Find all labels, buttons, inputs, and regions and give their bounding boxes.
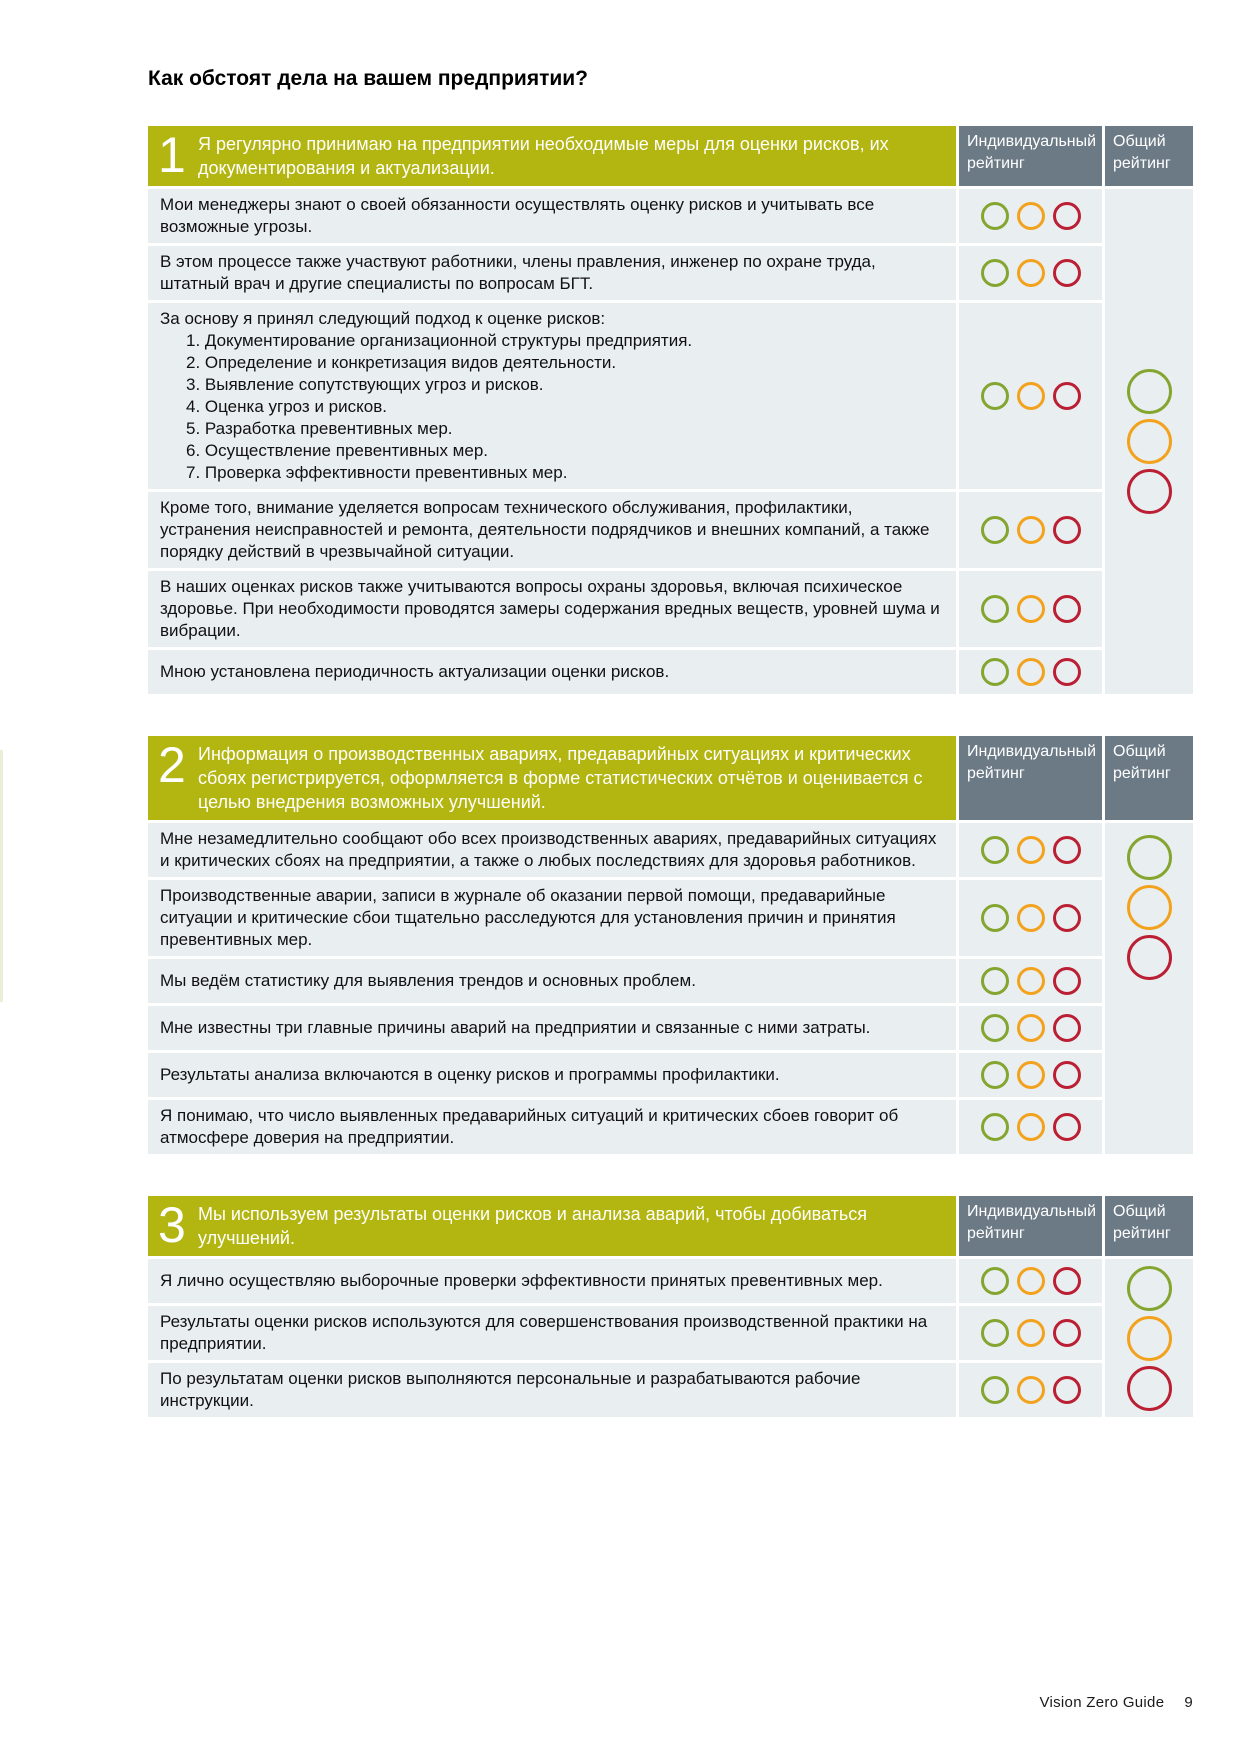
rating-circle-orange	[1017, 1014, 1045, 1042]
statement-text: Я понимаю, что число выявленных предаварийных ситуаций и критических сбоев говорит об атмосфере доверия на предприятии.	[160, 1106, 899, 1147]
statement-cell	[148, 571, 956, 647]
statement-text: Мною установлена периодичность актуализации оценки рисков.	[160, 662, 670, 681]
individual-rating-cell	[959, 189, 1102, 243]
rating-circle-orange	[1017, 836, 1045, 864]
overall-rating-circle-orange	[1127, 1316, 1172, 1361]
overall-rating-circle-orange	[1127, 419, 1172, 464]
section-title: Мы используем результаты оценки рисков и анализа аварий, чтобы добиваться улучшений.	[198, 1204, 868, 1248]
individual-rating-cell	[959, 303, 1102, 489]
section-header	[148, 126, 956, 186]
statement-cell	[148, 189, 956, 243]
statement-text: Производственные аварии, записи в журнале об оказании первой помощи, предаварийные ситуации и критические сбои тщательно расследуются для установления причин и принятия превентивных мер.	[160, 886, 896, 949]
column-header-overall: Общий рейтинг	[1105, 736, 1193, 820]
statement-text: По результатам оценки рисков выполняются персональные и разрабатываются рабочие инструкции.	[160, 1369, 861, 1410]
statement-list-item: 3. Выявление сопутствующих угроз и рисков.	[186, 375, 544, 394]
overall-rating-cell	[1105, 823, 1193, 1154]
statement-text: Мне известны три главные причины аварий на предприятии и связанные с ними затраты.	[160, 1018, 871, 1037]
statement-cell	[148, 959, 956, 1003]
section-2	[148, 736, 1193, 1154]
rating-circle-orange	[1017, 382, 1045, 410]
column-header-overall: Общий рейтинг	[1105, 126, 1193, 186]
rating-circle-orange	[1017, 259, 1045, 287]
statement-cell	[148, 650, 956, 694]
rating-circle-green	[981, 836, 1009, 864]
rating-circle-orange	[1017, 1376, 1045, 1404]
rating-circle-orange	[1017, 1319, 1045, 1347]
overall-rating-circle-red	[1127, 935, 1172, 980]
rating-circle-green	[981, 1376, 1009, 1404]
rating-circle-green	[981, 1113, 1009, 1141]
overall-rating-circle-red	[1127, 1366, 1172, 1411]
rating-circle-red	[1053, 1267, 1081, 1295]
page-edge-strip	[0, 750, 3, 1002]
page-content	[148, 0, 1193, 1417]
page-title: Как обстоят дела на вашем предприятии?	[148, 67, 589, 90]
statement-cell	[148, 1259, 956, 1303]
statement-text: Мои менеджеры знают о своей обязанности осуществлять оценку рисков и учитывать все возможные угрозы.	[160, 195, 875, 236]
statement-list-item: 1. Документирование организационной структуры предприятия.	[186, 331, 693, 350]
rating-circle-green	[981, 967, 1009, 995]
individual-rating-cell	[959, 1006, 1102, 1050]
rating-circle-red	[1053, 658, 1081, 686]
section-number: 1	[158, 127, 186, 183]
rating-circle-orange	[1017, 967, 1045, 995]
rating-circle-red	[1053, 967, 1081, 995]
rating-circle-red	[1053, 1014, 1081, 1042]
rating-circle-orange	[1017, 202, 1045, 230]
rating-circle-orange	[1017, 595, 1045, 623]
statement-cell	[148, 246, 956, 300]
statement-cell	[148, 492, 956, 568]
overall-rating-circle-green	[1127, 369, 1172, 414]
individual-rating-cell	[959, 650, 1102, 694]
individual-rating-cell	[959, 246, 1102, 300]
statement-text: Результаты оценки рисков используются для совершенствования производственной практики на предприятии.	[160, 1312, 928, 1353]
section-3	[148, 1196, 1193, 1417]
statement-text: Я лично осуществляю выборочные проверки эффективности принятых превентивных мер.	[160, 1271, 883, 1290]
statement-list-item: 5. Разработка превентивных мер.	[186, 419, 453, 438]
statement-text: Результаты анализа включаются в оценку рисков и программы профилактики.	[160, 1065, 780, 1084]
statement-cell	[148, 303, 956, 489]
statement-text: За основу я принял следующий подход к оценке рисков:	[160, 309, 606, 328]
footer-guide-name: Vision Zero Guide	[1039, 1694, 1165, 1711]
overall-rating-cell	[1105, 189, 1193, 694]
rating-circle-red	[1053, 1113, 1081, 1141]
rating-circle-green	[981, 382, 1009, 410]
column-header-overall: Общий рейтинг	[1105, 1196, 1193, 1256]
statement-cell	[148, 1306, 956, 1360]
statement-cell	[148, 1006, 956, 1050]
checklist-sections	[148, 126, 1193, 1417]
rating-circle-orange	[1017, 516, 1045, 544]
rating-circle-orange	[1017, 904, 1045, 932]
rating-circle-red	[1053, 595, 1081, 623]
rating-circle-red	[1053, 1319, 1081, 1347]
individual-rating-cell	[959, 1259, 1102, 1303]
individual-rating-cell	[959, 880, 1102, 956]
column-header-individual: Индивидуальный рейтинг	[959, 736, 1102, 820]
individual-rating-cell	[959, 823, 1102, 877]
column-header-individual: Индивидуальный рейтинг	[959, 1196, 1102, 1256]
rating-circle-orange	[1017, 658, 1045, 686]
section-title: Я регулярно принимаю на предприятии необходимые меры для оценки рисков, их документирования и актуализации.	[198, 134, 889, 178]
rating-circle-orange	[1017, 1267, 1045, 1295]
rating-circle-red	[1053, 259, 1081, 287]
statement-list-item: 6. Осуществление превентивных мер.	[186, 441, 488, 460]
individual-rating-cell	[959, 1363, 1102, 1417]
statement-text: Мне незамедлительно сообщают обо всех производственных авариях, предаварийных ситуациях и критических сбоях на предприятии, а также о любых последствиях для здоровья работников.	[160, 829, 937, 870]
rating-circle-green	[981, 259, 1009, 287]
section-header	[148, 736, 956, 820]
rating-circle-green	[981, 1267, 1009, 1295]
rating-circle-red	[1053, 1061, 1081, 1089]
rating-circle-red	[1053, 904, 1081, 932]
rating-circle-orange	[1017, 1061, 1045, 1089]
statement-cell	[148, 1053, 956, 1097]
individual-rating-cell	[959, 1306, 1102, 1360]
footer-page-number: 9	[1184, 1694, 1193, 1711]
individual-rating-cell	[959, 571, 1102, 647]
rating-circle-red	[1053, 382, 1081, 410]
overall-rating-circle-green	[1127, 1266, 1172, 1311]
section-number: 3	[158, 1197, 186, 1253]
rating-circle-orange	[1017, 1113, 1045, 1141]
statement-list-item: 7. Проверка эффективности превентивных мер.	[186, 463, 568, 482]
page-footer	[1039, 1694, 1193, 1712]
rating-circle-green	[981, 1014, 1009, 1042]
rating-circle-red	[1053, 202, 1081, 230]
rating-circle-green	[981, 1061, 1009, 1089]
statement-cell	[148, 823, 956, 877]
overall-rating-circle-green	[1127, 835, 1172, 880]
individual-rating-cell	[959, 1053, 1102, 1097]
individual-rating-cell	[959, 959, 1102, 1003]
overall-rating-circle-orange	[1127, 885, 1172, 930]
rating-circle-green	[981, 595, 1009, 623]
rating-circle-red	[1053, 836, 1081, 864]
statement-text: В этом процессе также участвуют работники, члены правления, инженер по охране труда, штатный врач и другие специалисты по вопросам БГТ.	[160, 252, 876, 293]
rating-circle-red	[1053, 1376, 1081, 1404]
rating-circle-green	[981, 202, 1009, 230]
individual-rating-cell	[959, 492, 1102, 568]
column-header-individual: Индивидуальный рейтинг	[959, 126, 1102, 186]
rating-circle-green	[981, 658, 1009, 686]
individual-rating-cell	[959, 1100, 1102, 1154]
rating-circle-green	[981, 904, 1009, 932]
statement-cell	[148, 1100, 956, 1154]
section-1	[148, 126, 1193, 694]
section-header	[148, 1196, 956, 1256]
overall-rating-circle-red	[1127, 469, 1172, 514]
statement-cell	[148, 880, 956, 956]
statement-text: В наших оценках рисков также учитываются вопросы охраны здоровья, включая психическое здоровье. При необходимости проводятся замеры содержания вредных веществ, уровней шума и вибрации.	[160, 577, 940, 640]
rating-circle-green	[981, 516, 1009, 544]
statement-list-item: 4. Оценка угроз и рисков.	[186, 397, 387, 416]
rating-circle-red	[1053, 516, 1081, 544]
statement-cell	[148, 1363, 956, 1417]
section-number: 2	[158, 737, 186, 793]
section-title: Информация о производственных авариях, предаварийных ситуациях и критических сбоях регистрируется, оформляется в форме статистических отчётов и оценивается с целью внедрения возможных улучшений.	[198, 744, 923, 812]
statement-list-item: 2. Определение и конкретизация видов деятельности.	[186, 353, 617, 372]
rating-circle-green	[981, 1319, 1009, 1347]
overall-rating-cell	[1105, 1259, 1193, 1417]
statement-text: Мы ведём статистику для выявления трендов и основных проблем.	[160, 971, 696, 990]
statement-text: Кроме того, внимание уделяется вопросам технического обслуживания, профилактики, устранения неисправностей и ремонта, деятельности подрядчиков и внешних компаний, а также порядку действий в чрезвычайной ситуации.	[160, 498, 930, 561]
